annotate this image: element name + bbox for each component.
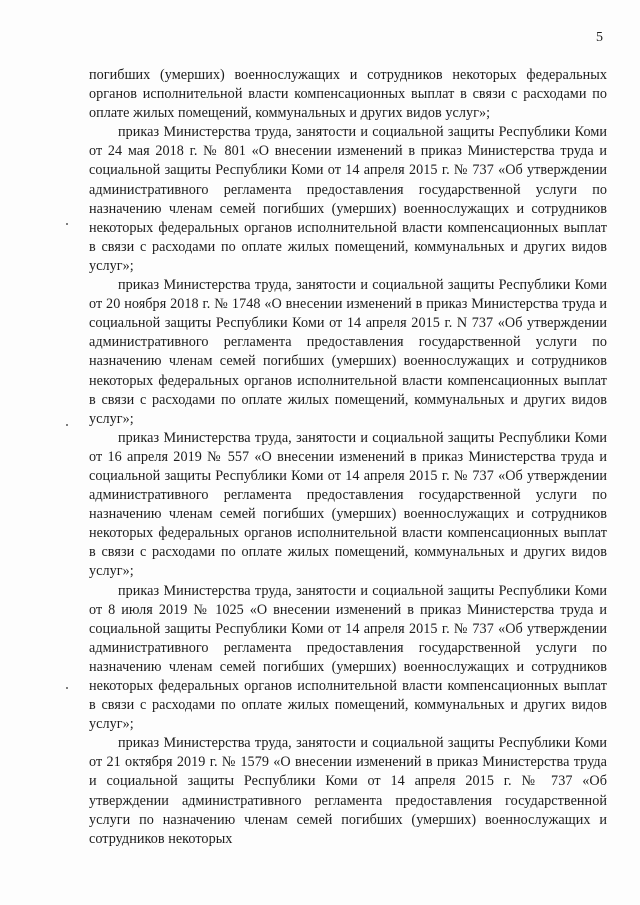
- margin-mark: [66, 687, 68, 689]
- paragraph-order-1748: приказ Министерства труда, занятости и социальной защиты Республики Коми от 20 ноября 2018 г. № 1748 «О внесении изменений в приказ Министерства труда и социальной защиты Республики Коми от 14 апреля 2015 г. N 737 «Об утверждении административного регламента предоставления государственной услуги по назначению членам семей погибших (умерших) военнослужащих и сотрудников некоторых федеральных органов исполнительной власти компенсационных выплат в связи с расходами по оплате жилых помещений, коммунальных и других видов услуг»;: [89, 277, 607, 427]
- margin-mark: [66, 223, 68, 225]
- paragraph-order-801: приказ Министерства труда, занятости и социальной защиты Республики Коми от 24 мая 2018 г. № 801 «О внесении изменений в приказ Министерства труда и социальной защиты Республики Коми от 14 апреля 2015 г. № 737 «Об утверждении административного регламента предоставления государственной услуги по назначению членам семей погибших (умерших) военнослужащих и сотрудников некоторых федеральных органов исполнительной власти компенсационных выплат в связи с расходами по оплате жилых помещений, коммунальных и других видов услуг»;: [89, 124, 607, 274]
- margin-mark: [66, 424, 68, 426]
- paragraph-continuation: погибших (умерших) военнослужащих и сотрудников некоторых федеральных органов исполнительной власти компенсационных выплат в связи с расходами по оплате жилых помещений, коммунальных и других видов услуг»;: [89, 67, 607, 122]
- document-body: [89, 66, 607, 849]
- paragraph-order-557: приказ Министерства труда, занятости и социальной защиты Республики Коми от 16 апреля 2019 № 557 «О внесении изменений в приказ Министерства труда и социальной защиты Республики Коми от 14 апреля 2015 г. № 737 «Об утверждении административного регламента предоставления государственной услуги по назначению членам семей погибших (умерших) военнослужащих и сотрудников некоторых федеральных органов исполнительной власти компенсационных выплат в связи с расходами по оплате жилых помещений, коммунальных и других видов услуг»;: [89, 429, 607, 580]
- paragraph-order-1025: приказ Министерства труда, занятости и социальной защиты Республики Коми от 8 июля 2019 № 1025 «О внесении изменений в приказ Министерства труда и социальной защиты Республики Коми от 14 апреля 2015 г. № 737 «Об утверждении административного регламента предоставления государственной услуги по назначению членам семей погибших (умерших) военнослужащих и сотрудников некоторых федеральных органов исполнительной власти компенсационных выплат в связи с расходами по оплате жилых помещений, коммунальных и других видов услуг»;: [89, 582, 607, 733]
- page-number: 5: [596, 30, 603, 45]
- paragraph-order-1579: приказ Министерства труда, занятости и социальной защиты Республики Коми от 21 октября 2019 г. № 1579 «О внесении изменений в приказ Министерства труда и социальной защиты Республики Коми от 14 апреля 2015 г. № 737 «Об утверждении административного регламента предоставления государственной услуги по назначению членам семей погибших (умерших) военнослужащих и сотрудников некоторых: [89, 735, 607, 847]
